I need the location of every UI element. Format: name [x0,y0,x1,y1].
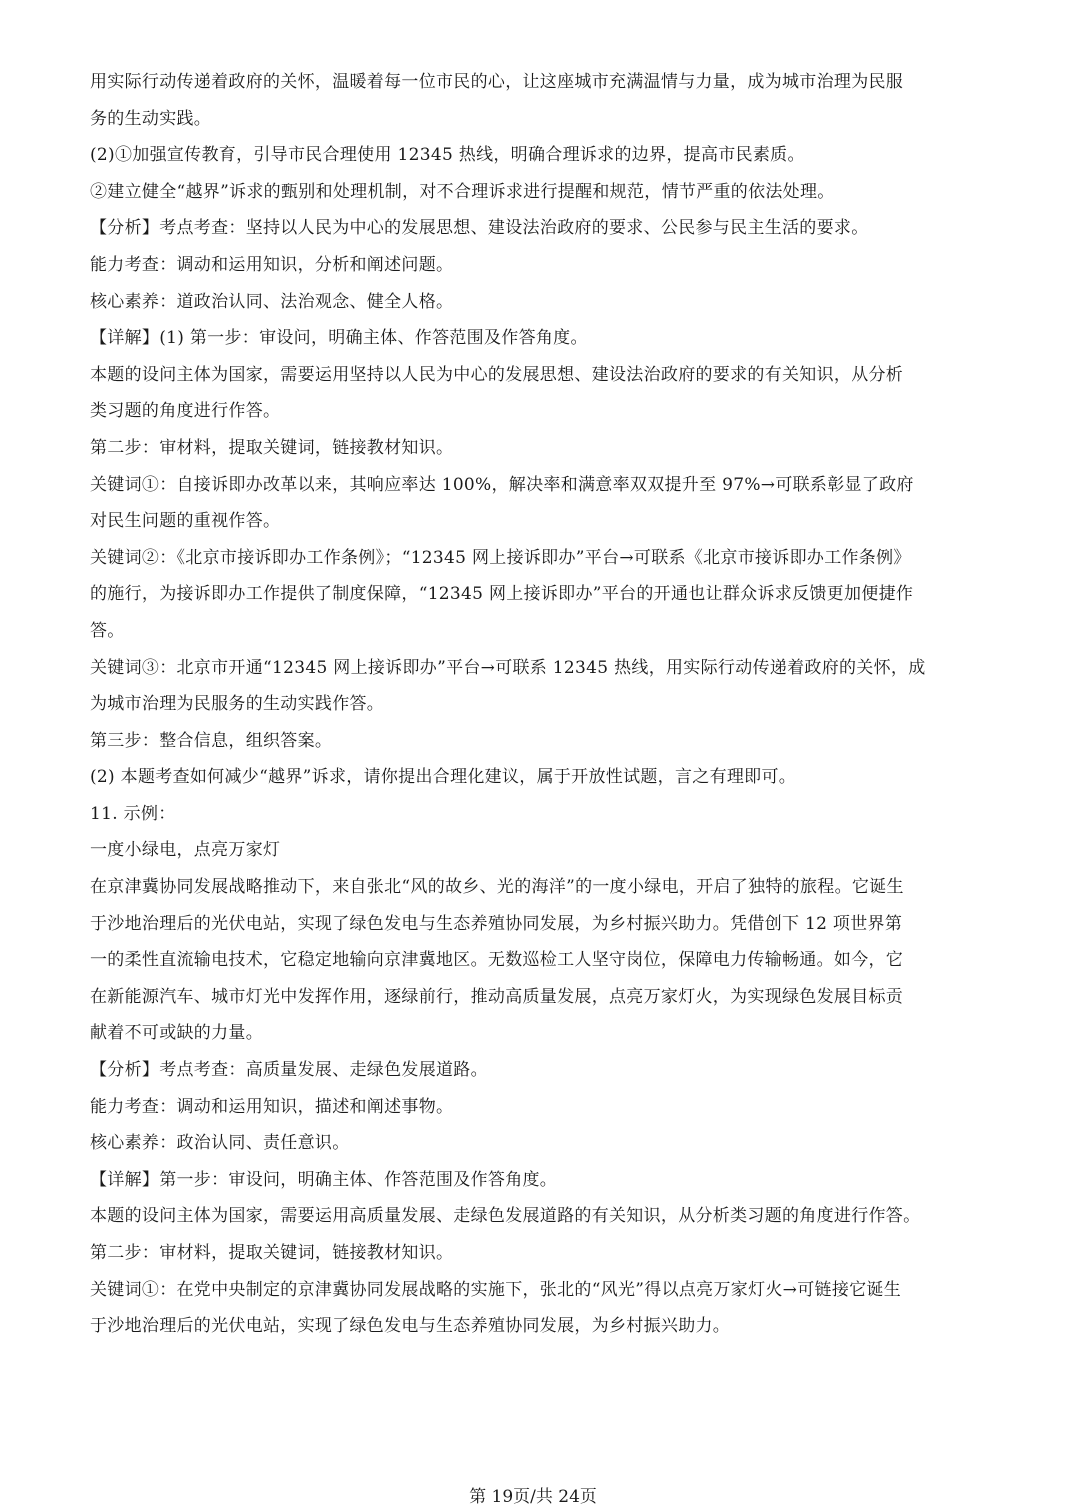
text-line: 核心素养：政治认同、责任意识。 [90,1133,350,1154]
text-line: 能力考查：调动和运用知识，分析和阐述问题。 [90,254,454,275]
text-line: 在京津冀协同发展战略推动下，来自张北“风的故乡、光的海洋”的一度小绿电，开启了独特的旅程。它诞生 [90,877,904,898]
text-line: 类习题的角度进行作答。 [90,401,281,422]
text-line: ②建立健全“越界”诉求的甄别和处理机制，对不合理诉求进行提醒和规范，情节严重的依法处理。 [90,181,835,202]
text-line: 的施行，为接诉即办工作提供了制度保障，“12345 网上接诉即办”平台的开通也让群众诉求反馈更加便捷作 [90,584,914,605]
text-line: 于沙地治理后的光伏电站，实现了绿色发电与生态养殖协同发展，为乡村振兴助力。 [90,1316,731,1337]
text-line: 用实际行动传递着政府的关怀，温暖着每一位市民的心，让这座城市充满温情与力量，成为城市治理为民服 [90,72,904,92]
text-line: 11. 示例： [90,803,176,824]
text-line: 关键词②：《北京市接诉即办工作条例》；“12345 网上接诉即办”平台→可联系《北京市接诉即办工作条例》 [90,547,911,568]
text-line: 为城市治理为民服务的生动实践作答。 [90,694,385,715]
text-line: 关键词①：自接诉即办改革以来，其响应率达 100%，解决率和满意率双双提升至 97%→可联系彰显了政府 [90,474,914,495]
text-line: 关键词①：在党中央制定的京津冀协同发展战略的实施下，张北的“风光”得以点亮万家灯火→可链接它诞生 [90,1279,902,1300]
text-line: 【详解】(1) 第一步：审设问，明确主体、作答范围及作答角度。 [90,328,588,349]
text-line: 本题的设问主体为国家，需要运用高质量发展、走绿色发展道路的有关知识，从分析类习题的角度进行作答。 [90,1206,921,1227]
text-line: 对民生问题的重视作答。 [90,511,281,532]
text-line: 能力考查：调动和运用知识，描述和阐述事物。 [90,1096,454,1117]
page-number-footer: 第 19页/共 24页 [469,1487,597,1507]
text-line: 务的生动实践。 [90,108,212,129]
text-line: (2)①加强宣传教育，引导市民合理使用 12345 热线，明确合理诉求的边界，提高市民素质。 [90,145,805,166]
text-line: 第二步：审材料，提取关键词，链接教材知识。 [90,437,454,458]
text-line: 答。 [90,620,125,641]
text-line: 于沙地治理后的光伏电站，实现了绿色发电与生态养殖协同发展，为乡村振兴助力。凭借创下 12 项世界第 [90,913,903,934]
document-body [90,64,980,1345]
text-line: 关键词③：北京市开通“12345 网上接诉即办”平台→可联系 12345 热线，用实际行动传递着政府的关怀，成 [90,657,926,678]
text-line: 第二步：审材料，提取关键词，链接教材知识。 [90,1243,454,1263]
text-line: 一度小绿电，点亮万家灯 [90,840,281,861]
text-line: 第三步：整合信息，组织答案。 [90,730,333,751]
text-line: 【分析】考点考查：高质量发展、走绿色发展道路。 [90,1060,488,1081]
text-line: 核心素养：道政治认同、法治观念、健全人格。 [90,291,454,312]
text-line: (2) 本题考查如何减少“越界”诉求，请你提出合理化建议，属于开放性试题，言之有理即可。 [90,767,797,788]
text-line: 本题的设问主体为国家，需要运用坚持以人民为中心的发展思想、建设法治政府的要求的有关知识，从分析 [90,364,904,385]
text-line: 【分析】考点考查：坚持以人民为中心的发展思想、建设法治政府的要求、公民参与民主生活的要求。 [90,218,869,239]
text-line: 在新能源汽车、城市灯光中发挥作用，逐绿前行，推动高质量发展，点亮万家灯火，为实现绿色发展目标贡 [90,986,904,1007]
text-line: 一的柔性直流输电技术，它稳定地输向京津冀地区。无数巡检工人坚守岗位，保障电力传输畅通。如今，它 [90,950,904,971]
text-line: 【详解】第一步：审设问，明确主体、作答范围及作答角度。 [90,1169,558,1190]
text-line: 献着不可或缺的力量。 [90,1023,263,1044]
